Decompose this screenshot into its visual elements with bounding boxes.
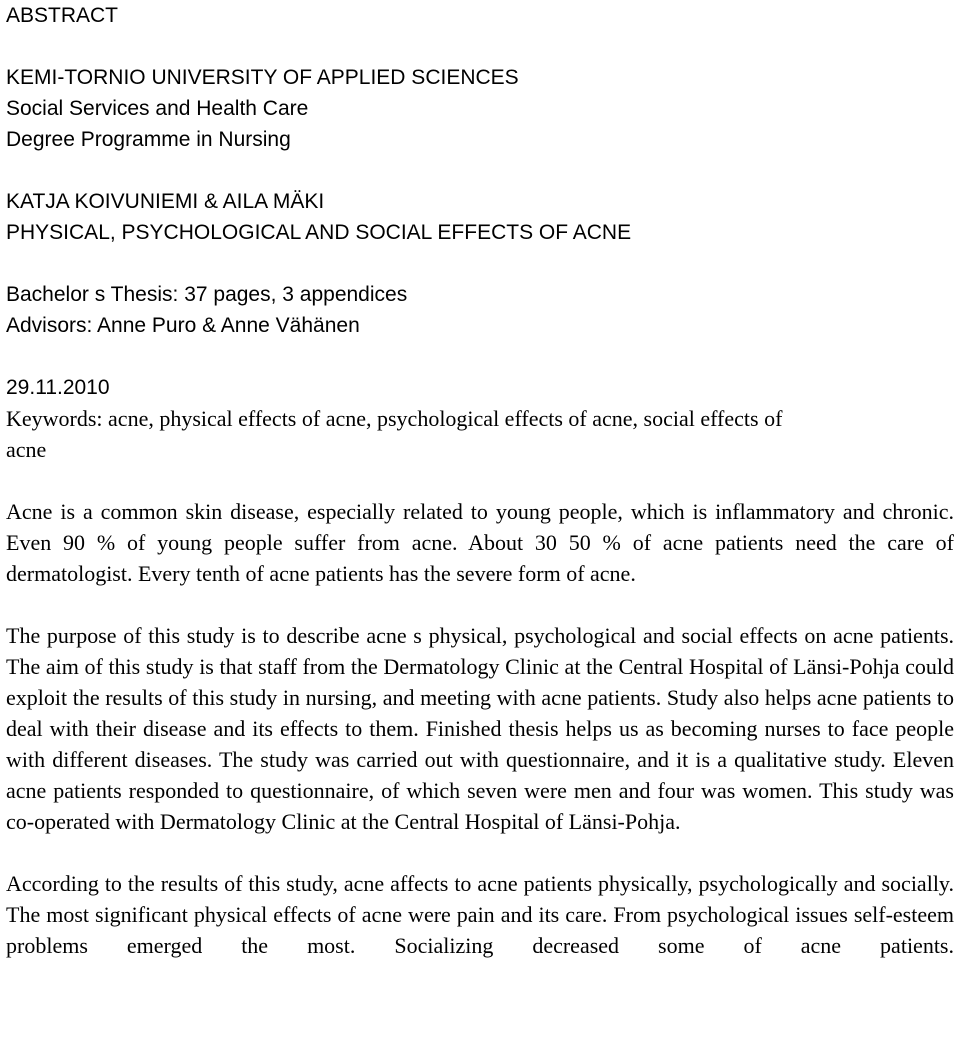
university-name: KEMI-TORNIO UNIVERSITY OF APPLIED SCIENCES: [6, 66, 519, 89]
thesis-authors: KATJA KOIVUNIEMI & AILA MÄKI: [6, 190, 325, 213]
programme-name: Degree Programme in Nursing: [6, 128, 291, 151]
abstract-page: [6, 0, 954, 961]
section-title: ABSTRACT: [6, 4, 119, 27]
keywords-line-continued: acne: [6, 437, 47, 462]
abstract-paragraph-3: According to the results of this study, acne affects to acne patients physically, psychologically and socially. The most significant physical effects of acne were pain and its care. From psychological issues self-esteem problems emerged the most. Socializing decreased some of acne patients.: [6, 871, 954, 958]
keywords-line: Keywords: acne, physical effects of acne, psychological effects of acne, social effects of: [6, 406, 783, 431]
abstract-paragraph-2: The purpose of this study is to describe acne s physical, psychological and social effects on acne patients. The aim of this study is that staff from the Dermatology Clinic at the Central Hospital of Länsi-Pohja could exploit the results of this study in nursing, and meeting with acne patients. Study also helps acne patients to deal with their disease and its effects to them. Finished thesis helps us as becoming nurses to face people with different diseases. The study was carried out with questionnaire, and it is a qualitative study. Eleven acne patients responded to questionnaire, of which seven were men and four was women. This study was co-operated with Dermatology Clinic at the Central Hospital of Länsi-Pohja.: [6, 623, 954, 834]
spacer: [6, 248, 954, 279]
spacer: [6, 589, 954, 620]
thesis-title: PHYSICAL, PSYCHOLOGICAL AND SOCIAL EFFECTS OF ACNE: [6, 221, 632, 244]
spacer: [6, 837, 954, 868]
faculty-name: Social Services and Health Care: [6, 97, 309, 120]
abstract-paragraph-1: Acne is a common skin disease, especially related to young people, which is inflammatory and chronic. Even 90 % of young people suffer from acne. About 30 50 % of acne patients need the care of dermatologist. Every tenth of acne patients has the severe form of acne.: [6, 499, 954, 586]
spacer: [6, 31, 954, 62]
spacer: [6, 465, 954, 496]
spacer: [6, 155, 954, 186]
thesis-advisors: Advisors: Anne Puro & Anne Vähänen: [6, 314, 360, 337]
thesis-date: 29.11.2010: [6, 376, 110, 399]
thesis-type-info: Bachelor s Thesis: 37 pages, 3 appendices: [6, 283, 408, 306]
spacer: [6, 341, 954, 372]
